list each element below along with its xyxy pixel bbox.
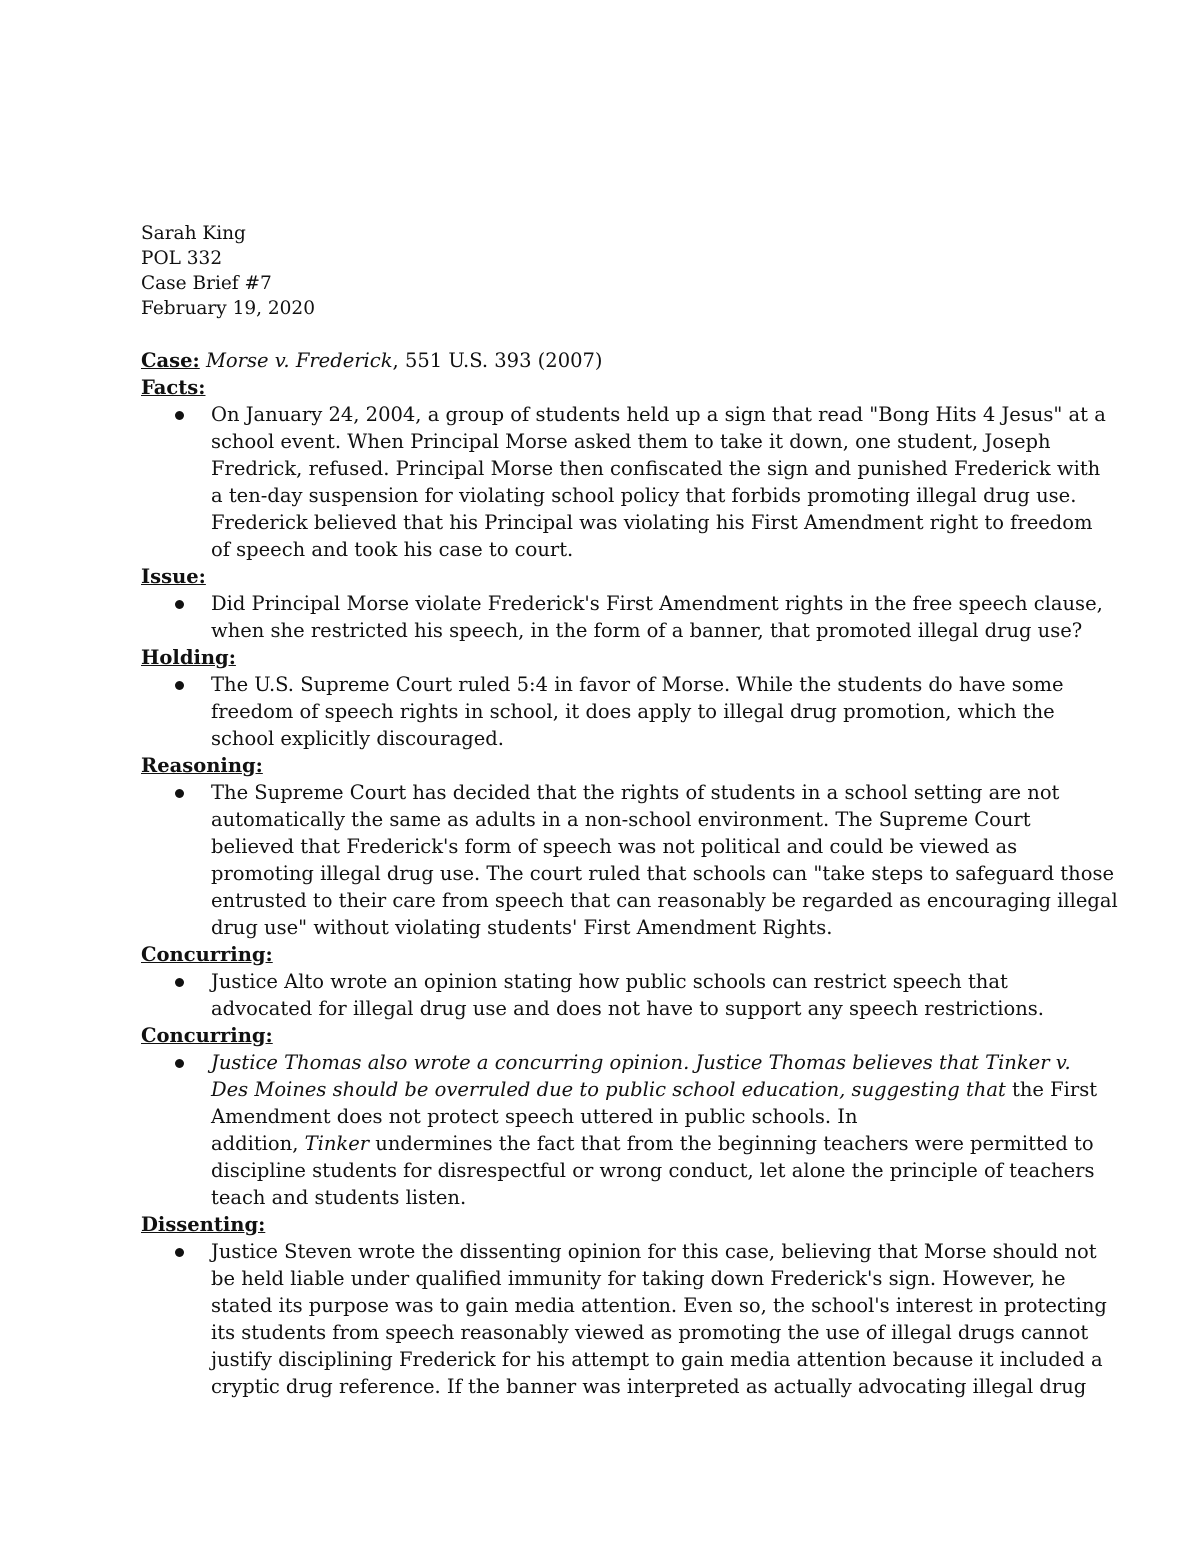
concurring-line: advocated for illegal drug use and does not have to support any speech restrictions.	[211, 997, 1045, 1020]
concurring-line: Amendment does not protect speech uttered in public schools. In	[211, 1105, 858, 1128]
header-block	[141, 221, 1071, 321]
dissenting-line: cryptic drug reference. If the banner was interpreted as actually advocating illegal drug	[211, 1375, 1087, 1398]
case-title: Morse v. Frederick	[205, 349, 393, 372]
reasoning-line: The Supreme Court has decided that the rights of students in a school setting are not	[211, 781, 1060, 804]
dissenting-section	[141, 1211, 1107, 1400]
dissenting-line: its students from speech reasonably viewed as promoting the use of illegal drugs cannot	[211, 1321, 1089, 1344]
facts-line: Fredrick, refused. Principal Morse then confiscated the sign and punished Frederick with	[211, 457, 1101, 480]
reasoning-line: automatically the same as adults in a non-school environment. The Supreme Court	[211, 808, 1031, 831]
bullet-icon	[175, 1059, 184, 1068]
reasoning-label: Reasoning:	[141, 754, 263, 777]
facts-line: Frederick believed that his Principal was violating his First Amendment right to freedom	[211, 511, 1093, 534]
dissenting-line: stated its purpose was to gain media attention. Even so, the school's interest in protecting	[211, 1294, 1107, 1317]
document-body	[141, 221, 1118, 1400]
concurring-label-1: Concurring:	[141, 943, 273, 966]
dissenting-bullet	[141, 1238, 1107, 1400]
issue-label: Issue:	[141, 565, 206, 588]
concurring-line: Justice Alto wrote an opinion stating how public schools can restrict speech that	[211, 970, 1008, 993]
dissenting-label: Dissenting:	[141, 1213, 266, 1236]
bullet-icon	[175, 411, 184, 420]
concurring-line	[211, 1130, 1094, 1157]
dissenting-line: justify disciplining Frederick for his attempt to gain media attention because it included a	[211, 1348, 1103, 1371]
concurring-line	[211, 1076, 1098, 1103]
reasoning-bullet	[141, 779, 1118, 941]
reasoning-line: believed that Frederick's form of speech was not political and could be viewed as	[211, 835, 1018, 858]
facts-section	[141, 374, 1106, 563]
author-name: Sarah King	[141, 223, 246, 244]
issue-line: when she restricted his speech, in the form of a banner, that promoted illegal drug use?	[211, 619, 1083, 642]
reasoning-line: drug use" without violating students' First Amendment Rights.	[211, 916, 833, 939]
facts-line: school event. When Principal Morse asked them to take it down, one student, Joseph	[211, 430, 1051, 453]
facts-bullet	[141, 401, 1106, 563]
holding-label: Holding:	[141, 646, 236, 669]
concurring-bullet-1	[141, 968, 1071, 1022]
holding-line: The U.S. Supreme Court ruled 5:4 in favor of Morse. While the students do have some	[211, 673, 1064, 696]
holding-bullet	[141, 671, 1071, 752]
reasoning-line: promoting illegal drug use. The court ruled that schools can "take steps to safeguard those	[211, 862, 1114, 885]
bullet-icon	[175, 600, 184, 609]
concurring-section-1	[141, 941, 1071, 1022]
holding-line: school explicitly discouraged.	[211, 727, 504, 750]
concurring-line: Justice Thomas also wrote a concurring opinion. Justice Thomas believes that Tinker v.	[211, 1051, 1071, 1074]
concurring-line: teach and students listen.	[211, 1186, 467, 1209]
facts-line: of speech and took his case to court.	[211, 538, 574, 561]
reasoning-section	[141, 752, 1118, 941]
holding-section	[141, 644, 1071, 752]
concurring-regular-text: addition,	[211, 1132, 305, 1155]
issue-bullet	[141, 590, 1103, 644]
case-citation: , 551 U.S. 393 (2007)	[392, 349, 603, 372]
concurring-label-2: Concurring:	[141, 1024, 273, 1047]
bullet-icon	[175, 681, 184, 690]
case-heading	[141, 347, 1071, 374]
facts-line: a ten-day suspension for violating school policy that forbids promoting illegal drug use.	[211, 484, 1077, 507]
facts-line: On January 24, 2004, a group of students held up a sign that read "Bong Hits 4 Jesus" at a	[211, 403, 1106, 426]
course-code: POL 332	[141, 248, 223, 269]
concurring-section-2	[141, 1022, 1098, 1211]
facts-label: Facts:	[141, 376, 206, 399]
dissenting-line: Justice Steven wrote the dissenting opinion for this case, believing that Morse should not	[211, 1240, 1097, 1263]
issue-section	[141, 563, 1103, 644]
assignment-title: Case Brief #7	[141, 273, 272, 294]
concurring-line: discipline students for disrespectful or wrong conduct, let alone the principle of teachers	[211, 1159, 1095, 1182]
bullet-icon	[175, 978, 184, 987]
bullet-icon	[175, 789, 184, 798]
reasoning-line: entrusted to their care from speech that can reasonably be regarded as encouraging illegal	[211, 889, 1118, 912]
case-label: Case:	[141, 349, 200, 372]
dissenting-line: be held liable under qualified immunity for taking down Frederick's sign. However, he	[211, 1267, 1066, 1290]
concurring-regular-text: undermines the fact that from the beginning teachers were permitted to	[369, 1132, 1094, 1155]
concurring-regular-text: the First	[1005, 1078, 1098, 1101]
concurring-italic-text: Des Moines should be overruled due to public school education, suggesting that	[211, 1078, 1006, 1101]
case-name-tinker: Tinker	[304, 1132, 370, 1155]
bullet-icon	[175, 1248, 184, 1257]
concurring-bullet-2	[141, 1049, 1098, 1211]
document-date: February 19, 2020	[141, 298, 315, 319]
issue-line: Did Principal Morse violate Frederick's First Amendment rights in the free speech clause,	[211, 592, 1103, 615]
holding-line: freedom of speech rights in school, it does apply to illegal drug promotion, which the	[211, 700, 1055, 723]
